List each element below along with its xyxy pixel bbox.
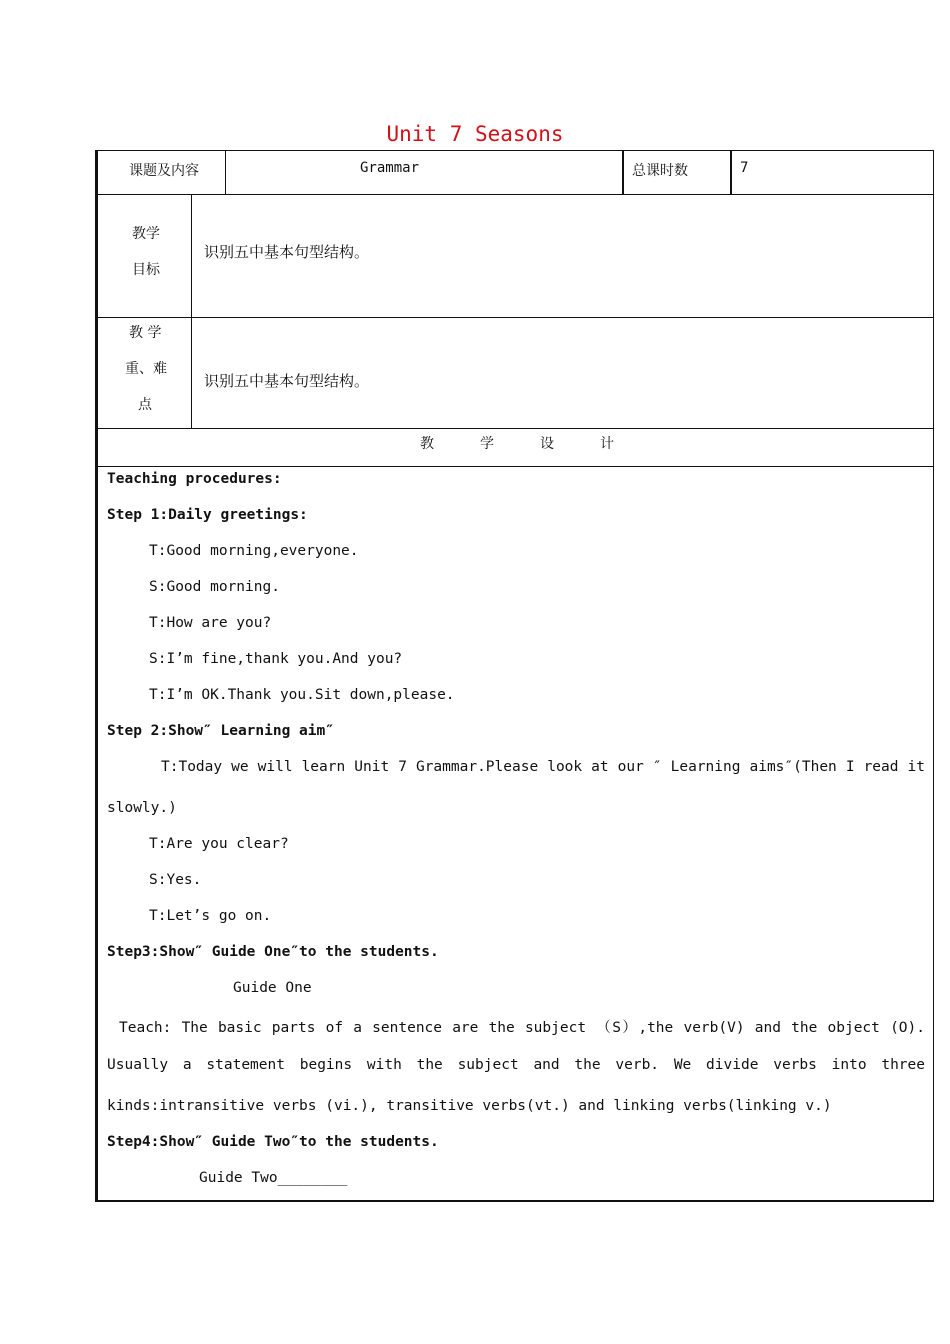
header-divider-3 [730, 151, 732, 194]
step2-line: S:Yes. [149, 872, 202, 888]
hours-value: 7 [740, 160, 749, 176]
objectives-label-line1: 教学 [132, 226, 160, 242]
guide-two-title: Guide Two________ [199, 1170, 348, 1186]
key-points-label-line2: 重、难 [125, 361, 167, 377]
topic-value: Grammar [360, 160, 420, 176]
row-divider-1 [98, 194, 933, 195]
step2-paragraph-line1: T:Today we will learn Unit 7 Grammar.Please look at our ″ Learning aims″(Then I read it [161, 759, 925, 775]
lesson-plan-table [95, 150, 934, 1202]
step1-line: T:I’m OK.Thank you.Sit down,please. [149, 687, 455, 703]
design-heading-char-3: 设 [540, 436, 554, 452]
step2-paragraph-line2: slowly.) [107, 800, 177, 816]
key-points-label-line1: 教 学 [129, 325, 162, 341]
objectives-text: 识别五中基本句型结构。 [204, 243, 370, 261]
guide-one-title: Guide One [233, 980, 312, 996]
header-divider-1 [225, 151, 226, 194]
row-divider-2 [98, 317, 933, 318]
step3-title: Step3:Show″ Guide One″to the students. [107, 944, 439, 960]
page-title: Unit 7 Seasons [386, 122, 564, 146]
header-divider-2 [622, 151, 624, 194]
step3-paragraph-line1: Teach: The basic parts of a sentence are the subject （S）,the verb(V) and the object (O). [119, 1020, 925, 1036]
step1-line: T:Good morning,everyone. [149, 543, 359, 559]
step2-line: T:Let’s go on. [149, 908, 272, 924]
step1-title: Step 1:Daily greetings: [107, 507, 308, 523]
key-points-label-line3: 点 [138, 397, 152, 413]
step2-title: Step 2:Show″ Learning aim″ [107, 723, 334, 739]
design-heading-char-4: 计 [600, 436, 614, 452]
design-heading-char-1: 教 [420, 436, 434, 452]
step1-line: T:How are you? [149, 615, 272, 631]
objectives-label-line2: 目标 [132, 262, 160, 278]
key-points-text: 识别五中基本句型结构。 [204, 372, 370, 390]
procedures-heading: Teaching procedures: [107, 471, 282, 487]
hours-label: 总课时数 [632, 163, 688, 179]
step3-paragraph-line3: kinds:intransitive verbs (vi.), transitive verbs(vt.) and linking verbs(linking v.) [107, 1098, 832, 1114]
row-divider-4 [98, 466, 933, 467]
design-heading-char-2: 学 [480, 436, 494, 452]
step1-line: S:I’m fine,thank you.And you? [149, 651, 403, 667]
topic-label: 课题及内容 [129, 163, 199, 179]
label-column-divider [191, 194, 192, 428]
step2-line: T:Are you clear? [149, 836, 289, 852]
step1-line: S:Good morning. [149, 579, 280, 595]
step3-paragraph-line2: Usually a statement begins with the subject and the verb. We divide verbs into three [107, 1057, 925, 1073]
step4-title: Step4:Show″ Guide Two″to the students. [107, 1134, 439, 1150]
row-divider-3 [98, 428, 933, 429]
